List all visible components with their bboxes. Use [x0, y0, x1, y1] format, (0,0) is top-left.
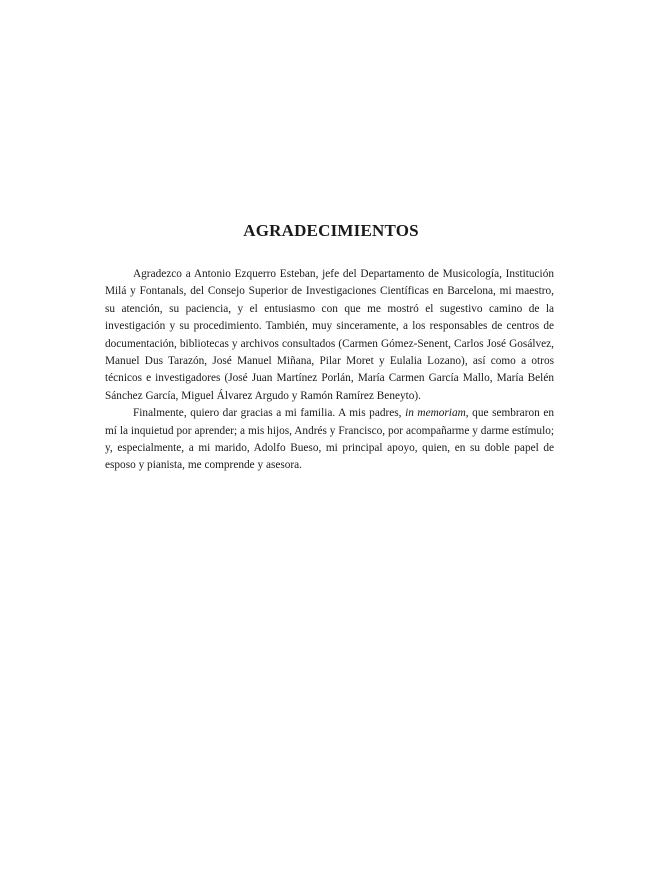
paragraph-thanks-family-end: , que sembraron en mí la inquietud por aprender; a mis hijos, Andrés y Francisco, por acompañarme y darme estímulo; y, especialmente, a mi marido, Adolfo Bueso, mi principal apoyo, quien, en su doble papel de esposo y pianista, me comprende y asesora.: [105, 407, 554, 472]
in-memoriam-phrase: in memoriam: [405, 407, 466, 420]
paragraph-thanks-family-start: Finalmente, quiero dar gracias a mi familia. A mis padres,: [133, 407, 406, 420]
paragraph-thanks-mentor: Agradezco a Antonio Ezquerro Esteban, jefe del Departamento de Musicología, Institución Milá y Fontanals, del Consejo Superior de Investigaciones Científicas en Barcelona, mi maestro, su atención, su paciencia, y el entusiasmo con que me mostró el sugestivo camino de la investigación y su procedimiento. También, muy sinceramente, a los responsables de centros de documentación, bibliotecas y archivos consultados (Carmen Gómez-Senent, Carlos José Gosálvez, Manuel Dus Tarazón, José Manuel Miñana, Pilar Moret y Eulalia Lozano), así como a otros técnicos e investigadores (José Juan Martínez Porlán, María Carmen García Mallo, María Belén Sánchez García, Miguel Álvarez Argudo y Ramón Ramírez Beneyto).: [105, 268, 554, 402]
paragraph-thanks-family: [105, 405, 554, 475]
page-title: AGRADECIMIENTOS: [243, 221, 419, 240]
acknowledgements-body: [105, 266, 554, 475]
